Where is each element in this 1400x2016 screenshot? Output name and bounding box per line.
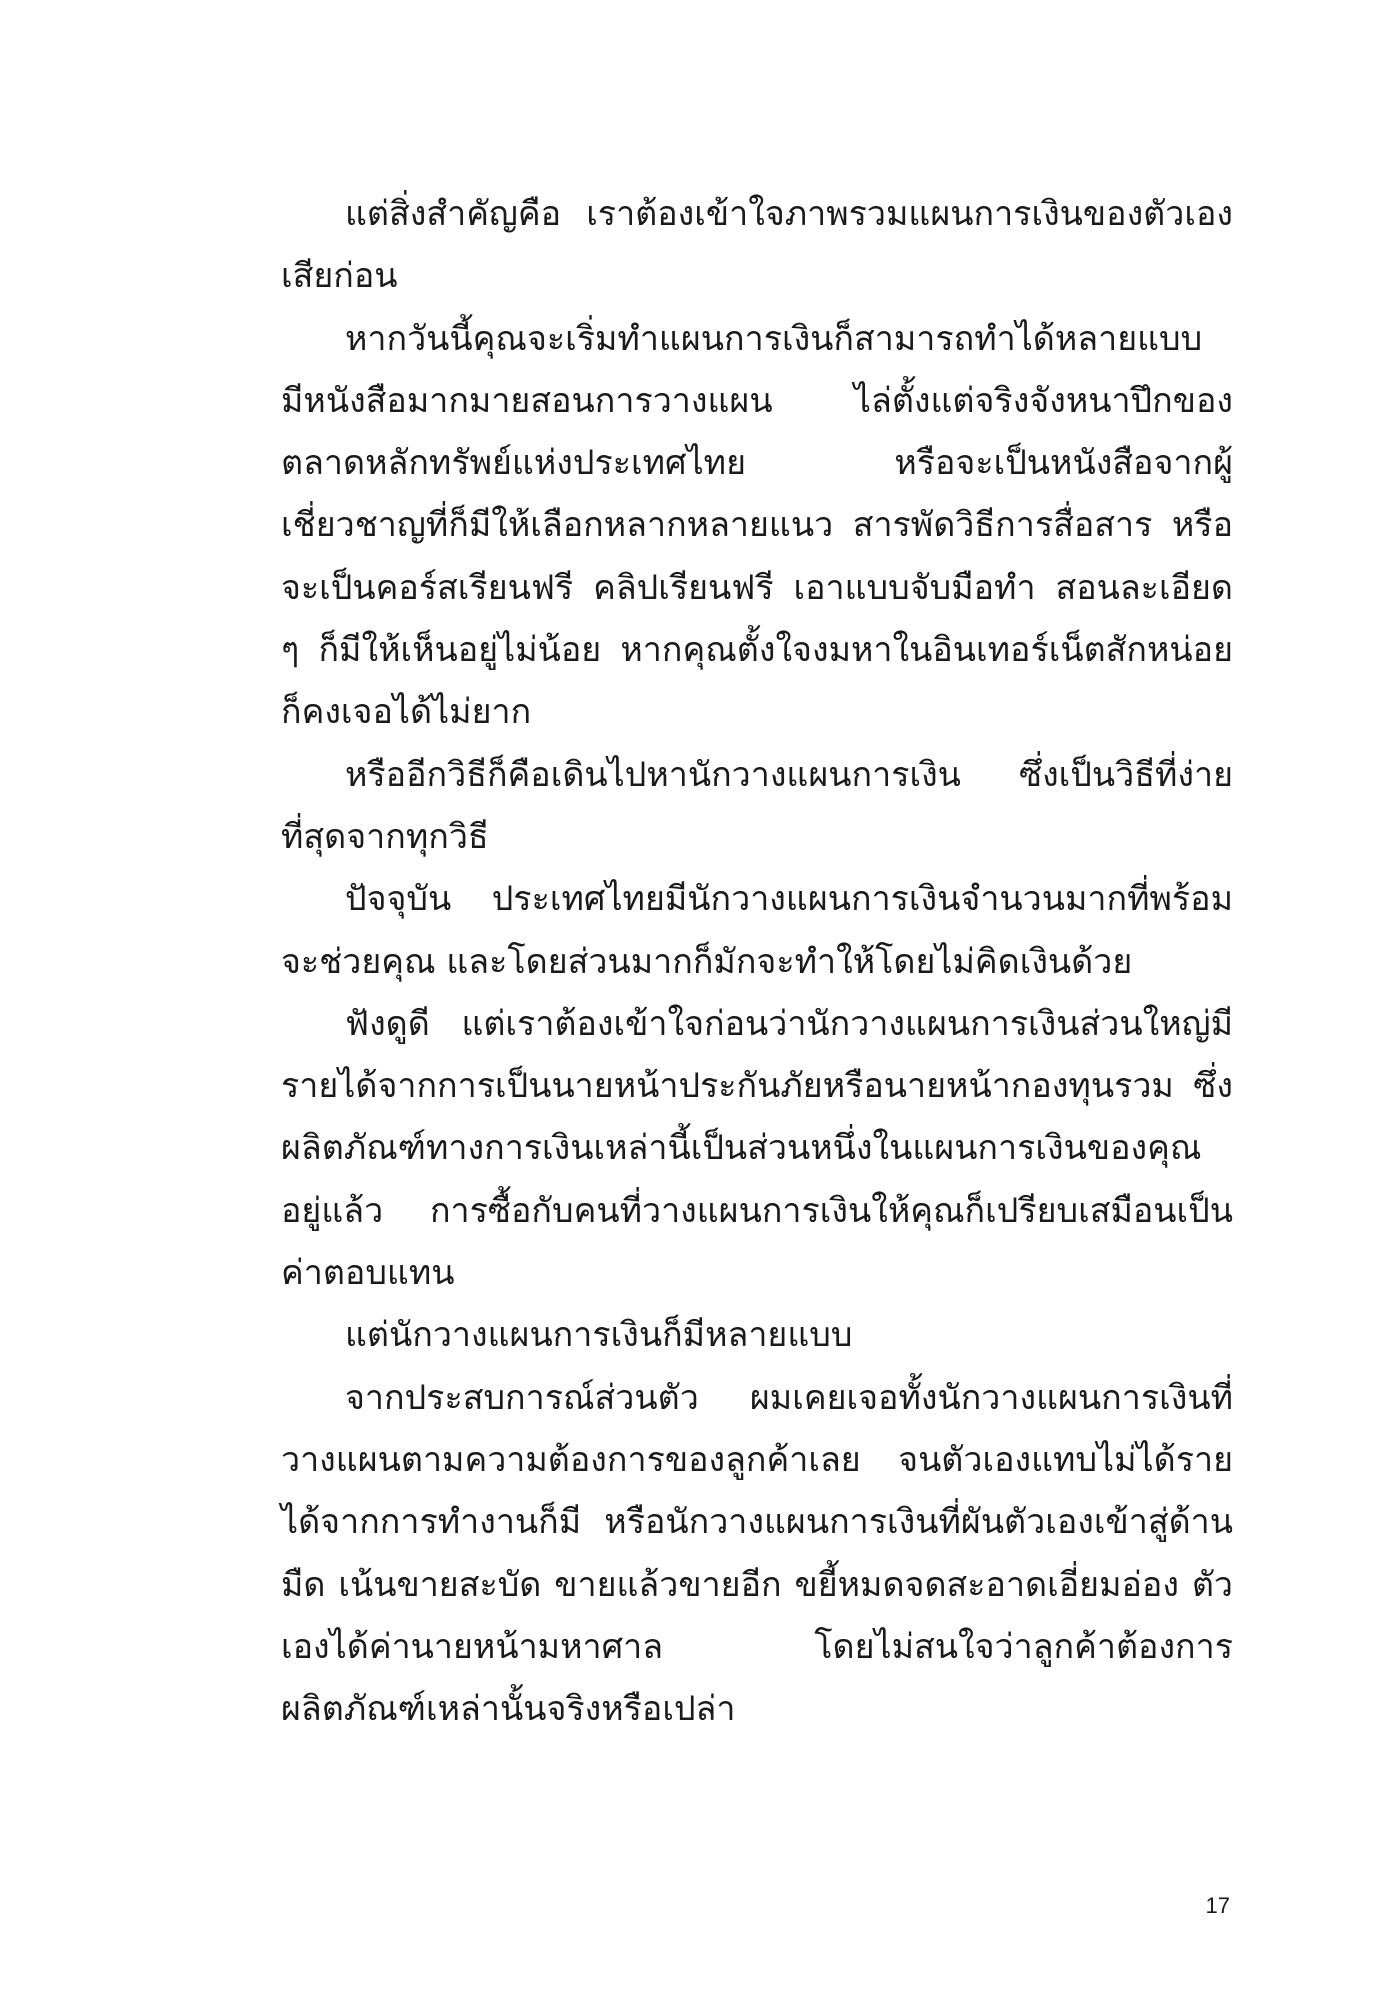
- paragraph-2: หากวันนี้คุณจะเริ่มทำแผนการเงินก็สามารถทำได้หลายแบบ มีหนังสือมากมายสอนการวางแผน ไล่ตั้งแต่จริงจังหนาปึกของตลาดหลักทรัพย์แห่งประเทศไทย หรือจะเป็นหนังสือจากผู้เชี่ยวชาญที่ก็มีให้เลือกหลากหลายแนว สารพัดวิธีการสื่อสาร หรือจะเป็นคอร์สเรียนฟรี คลิปเรียนฟรี เอาแบบจับมือทำ สอนละเอียด ๆ ก็มีให้เห็นอยู่ไม่น้อย หากคุณตั้งใจงมหาในอินเทอร์เน็ตสักหน่อยก็คงเจอได้ไม่ยาก: [281, 318, 1233, 733]
- page-number: 17: [1205, 1893, 1230, 1918]
- paragraph-4: ปัจจุบัน ประเทศไทยมีนักวางแผนการเงินจำนวนมากที่พร้อมจะช่วยคุณ และโดยส่วนมากก็มักจะทำให้โดยไม่คิดเงินด้วย: [281, 879, 1233, 982]
- paragraph-5: ฟังดูดี แต่เราต้องเข้าใจก่อนว่านักวางแผนการเงินส่วนใหญ่มีรายได้จากการเป็นนายหน้าประกันภัยหรือนายหน้ากองทุนรวม ซึ่งผลิตภัณฑ์ทางการเงินเหล่านี้เป็นส่วนหนึ่งในแผนการเงินของคุณอยู่แล้ว การซื้อกับคนที่วางแผนการเงินให้คุณก็เปรียบเสมือนเป็นค่าตอบแทน: [281, 1003, 1233, 1294]
- paragraph-6: แต่นักวางแผนการเงินก็มีหลายแบบ: [345, 1315, 853, 1356]
- paragraph-3: หรืออีกวิธีก็คือเดินไปหานักวางแผนการเงิน ซึ่งเป็นวิธีที่ง่ายที่สุดจากทุกวิธี: [281, 754, 1233, 857]
- paragraph-1: แต่สิ่งสำคัญคือ เราต้องเข้าใจภาพรวมแผนการเงินของตัวเองเสียก่อน: [281, 194, 1233, 297]
- paragraph-7: จากประสบการณ์ส่วนตัว ผมเคยเจอทั้งนักวางแผนการเงินที่วางแผนตามความต้องการของลูกค้าเลย จนตัวเองแทบไม่ได้รายได้จากการทำงานก็มี หรือนักวางแผนการเงินที่ผันตัวเองเข้าสู่ด้านมืด เน้นขายสะบัด ขายแล้วขายอีก ขยี้หมดจดสะอาดเอี่ยมอ่อง ตัวเองได้ค่านายหน้ามหาศาล โดยไม่สนใจว่าลูกค้าต้องการผลิตภัณฑ์เหล่านั้นจริงหรือเปล่า: [281, 1377, 1233, 1730]
- body-text: [281, 183, 1233, 1740]
